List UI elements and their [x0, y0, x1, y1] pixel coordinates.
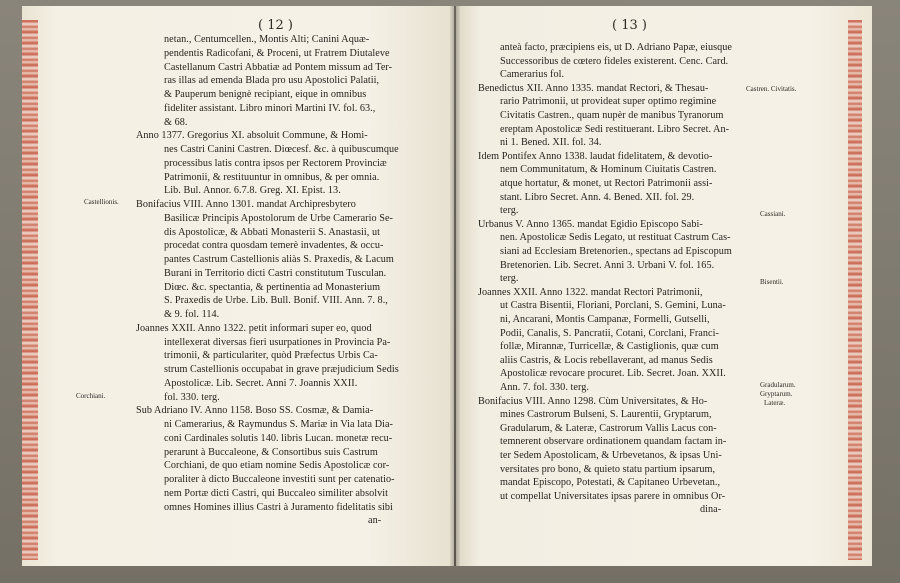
text-line: nes Castri Canini Castren. Diœcesf. &c. à quibuscumque	[164, 144, 399, 155]
text-line: mines Castrorum Bulseni, S. Laurentii, Gryptarum,	[500, 409, 712, 421]
text-line: & Pauperum benignè recipiant, eique in omnibus	[164, 89, 367, 100]
text-line: Bonifacius VIII. Anno 1298. Cùm Universitates, & Ho-	[478, 395, 708, 407]
text-line: nem Communitatum, & Hominum Ciuitatis Castren.	[500, 164, 717, 176]
margin-note: Castren. Civitatis.	[746, 85, 797, 93]
text-line: poraliter à dicto Buccaleone investiti sunt per catenatio-	[164, 474, 395, 485]
text-line: Lib. Bul. Annor. 6.7.8. Greg. XI. Epist. 13.	[164, 185, 341, 197]
text-line: ni, Ancarani, Montis Campanæ, Formelli, Gutselli,	[500, 314, 710, 325]
text-line: & 9. fol. 114.	[164, 309, 220, 320]
text-line: Gradularum, & Lateræ, Castrorum Vallis Lacus con-	[500, 422, 717, 434]
margin-note: Castellionis.	[84, 198, 119, 206]
margin-note: Gryptarum.	[760, 390, 793, 398]
text-line: ter Sedem Apostolicam, & Urbevetanos, & ipsas Uni-	[500, 450, 722, 461]
margin-note: Bisentii.	[760, 278, 784, 286]
text-line: processibus latis contra ipsos per Rectorem Provinciæ	[164, 157, 387, 169]
text-line: trimonii, & particulariter, quòd Præfectus Urbis Ca-	[164, 350, 378, 362]
text-line: ras illas ad emenda Blada pro usu Apostolici Palatii,	[164, 75, 380, 87]
text-line: versitates pro bono, & quieto statu partium ipsarum,	[500, 463, 716, 475]
text-line: ereptam Apostolicæ Sedi restituerant. Libro Secret. An-	[500, 123, 730, 135]
margin-note: Corchiani.	[76, 392, 106, 400]
text-line: anteà facto, præcipiens eis, ut D. Adriano Papæ, eiusque	[500, 42, 732, 53]
text-line: ut Castra Bisentii, Floriani, Porclani, S. Gemini, Luna-	[500, 300, 726, 312]
text-line: Burani in Territorio dicti Castri constitutum Tusculan.	[164, 267, 387, 279]
text-line: strum Castellionis occupabat in grave præjudicium Sedis	[164, 364, 399, 375]
text-line: Corchiani, de quo etiam nomine Sedis Apostolicæ cor-	[164, 460, 390, 472]
text-line: Civitatis Castren., quam nupèr de manibus Tyranorum	[500, 110, 724, 121]
text-line: Camerarius fol.	[500, 69, 565, 81]
text-line: Sub Adriano IV. Anno 1158. Boso SS. Cosmæ, & Damia-	[136, 405, 374, 417]
text-line: omnes Homines illius Castri à Juramento fidelitatis sibi	[164, 501, 393, 513]
text-line: rario Patrimonii, ut provideat super optimo regimine	[500, 96, 717, 108]
text-line: pendentis Radicofani, & Proceni, ut Fratrem Diutaleve	[164, 47, 390, 59]
text-line: temnerent observare ordinationem quandam factam in-	[500, 436, 727, 448]
text-line: Anno 1377. Gregorius XI. absoluit Commune, & Homi-	[136, 130, 368, 142]
text-line: Apostolicæ. Lib. Secret. Anni 7. Joannis XXII.	[164, 377, 358, 389]
text-line: fideliter assistant. Libro minori Martini IV. fol. 63.,	[164, 102, 376, 114]
text-line: Idem Pontifex Anno 1338. laudat fidelitatem, & devotio-	[478, 150, 713, 162]
text-line: ni Camerarius, & Raymundus S. Mariæ in Via lata Dia-	[164, 419, 394, 430]
text-line: perarunt à Buccaleone, & Consortibus suis Castrum	[164, 446, 378, 458]
text-line: an-	[368, 515, 382, 527]
text-line: fol. 330. terg.	[164, 391, 220, 403]
text-line: terg.	[500, 273, 519, 285]
margin-note: Lateræ.	[764, 399, 786, 407]
text-line: Joannes XXII. Anno 1322. petit informari super eo, quod	[136, 322, 372, 334]
margin-note: Gradularum.	[760, 381, 796, 389]
text-line: Joannes XXII. Anno 1322. mandat Rectori Patrimonii,	[478, 286, 703, 298]
text-line: Benedictus XII. Anno 1335. mandat Rectori, & Thesau-	[478, 82, 709, 94]
text-line: Bretenorien. Lib. Secret. Anni 3. Urbani V. fol. 165.	[500, 259, 715, 271]
text-line: Podii, Canalis, S. Pancratii, Cotani, Corclani, Franci-	[500, 327, 719, 339]
left-page-number: ( 12 )	[258, 18, 293, 33]
text-line: mandat Episcopo, Potestati, & Capitaneo Urbevetan.,	[500, 477, 721, 489]
text-line: Successoribus de cœtero fideles existerent. Cenc. Card.	[500, 55, 729, 67]
text-line: nen. Apostolicæ Sedis Legato, ut restituat Castrum Cas-	[500, 232, 731, 244]
text-line: terg.	[500, 205, 519, 217]
text-line: dina-	[700, 504, 722, 516]
text-line: aliis Castris, & Locis rebellaverant, ad manus Sedis	[500, 354, 713, 366]
text-line: stant. Libro Secret. Ann. 4. Bened. XII. fol. 29.	[500, 191, 695, 203]
text-line: intellexerat diversas fieri usurpationes in Provincia Pa-	[164, 336, 391, 348]
text-line: Castellanum Castri Abbatiæ ad Pontem missum ad Ter-	[164, 61, 393, 73]
text-line: Apostolicæ revocare procuret. Lib. Secret. Joan. XXII.	[500, 368, 726, 380]
right-page-edge	[848, 20, 862, 560]
text-line: S. Praxedis de Urbe. Lib. Bull. Bonif. VIII. Ann. 7. 8.,	[164, 295, 388, 307]
text-line: Basilicæ Principis Apostolorum de Urbe Camerario Se-	[164, 212, 393, 224]
text-line: procedat contra quosdam temerè invadentes, & occu-	[164, 240, 384, 252]
text-line: netan., Centumcellen., Montis Alti; Canini Aquæ-	[164, 34, 370, 45]
text-line: & 68.	[164, 116, 188, 128]
text-line: ut compellat Universitates ipsas parere in omnibus Or-	[500, 490, 726, 502]
text-line: Ann. 7. fol. 330. terg.	[500, 382, 589, 393]
text-line: pantes Castrum Castellionis aliàs S. Praxedis, & Lacum	[164, 254, 394, 265]
text-line: dis Apostolicæ, & Abbati Monasterii S. Anastasii, ut	[164, 226, 380, 238]
text-line: Diœc. &c. spectantia, & pertinentia ad Monasterium	[164, 281, 381, 293]
margin-note: Cassiani.	[760, 210, 786, 218]
text-line: siani ad Ecclesiam Bretenorien., spectans ad Episcopum	[500, 246, 732, 257]
text-line: follæ, Mirannæ, Turricellæ, & Castiglionis, quæ cum	[500, 341, 719, 353]
text-line: ni 1. Bened. XII. fol. 34.	[500, 137, 602, 149]
text-line: nem Portæ dicti Castri, qui Buccaleo similiter absolvit	[164, 487, 389, 499]
text-line: Bonifacius VIII. Anno 1301. mandat Archipresbytero	[136, 199, 356, 210]
text-line: Urbanus V. Anno 1365. mandat Egidio Episcopo Sabi-	[478, 218, 703, 230]
right-page-number: ( 13 )	[612, 18, 647, 33]
text-line: Patrimonii, & restituuntur in omnibus, & per omnia.	[164, 171, 380, 183]
book-gutter	[450, 6, 460, 566]
text-line: atque hortatur, & monet, ut Rectori Patrimonii assi-	[500, 178, 713, 189]
left-page-edge	[22, 20, 38, 560]
text-line: coni Cardinales solutis 140. libris Lucan. monetæ recu-	[164, 432, 393, 444]
